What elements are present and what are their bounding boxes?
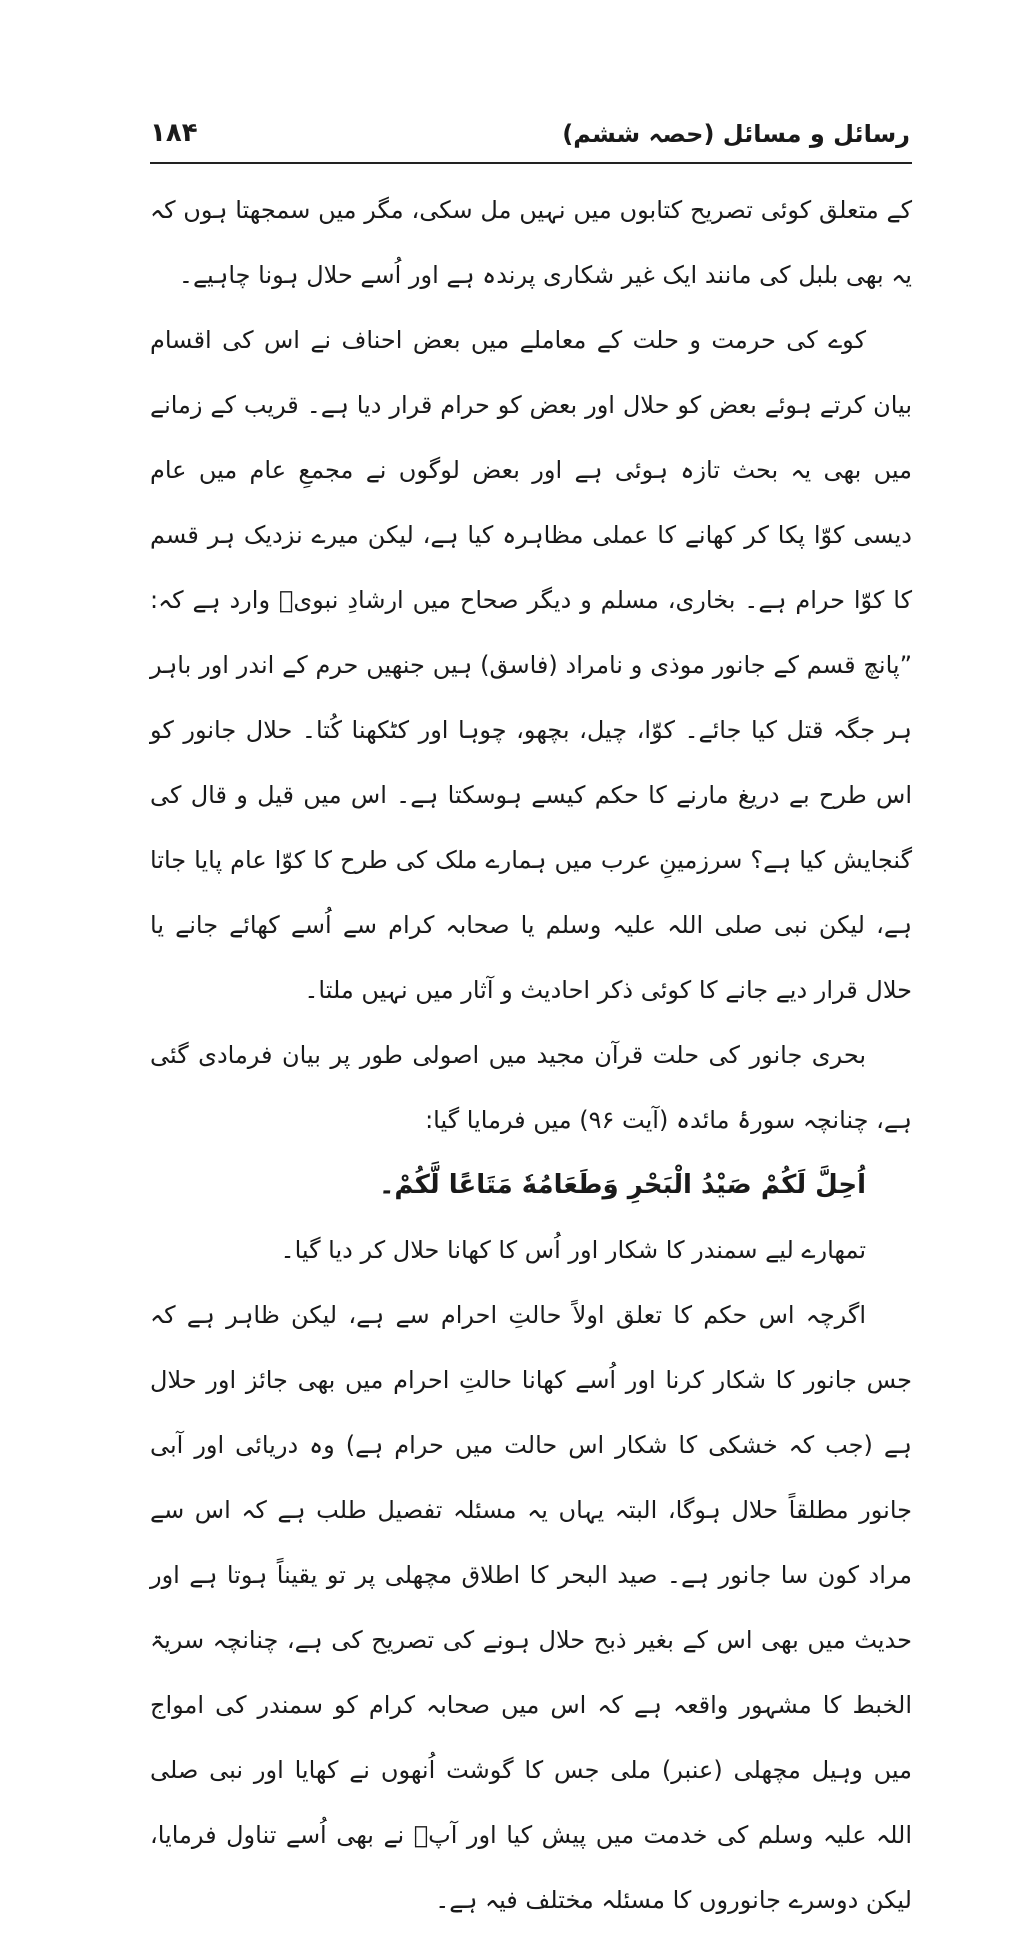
header-divider (150, 162, 912, 164)
page-number: ۱۸۴ (150, 118, 198, 148)
paragraph-3: بحری جانور کی حلت قرآن مجید میں اصولی طور پر بیان فرمادی گئی ہے، چنانچہ سورۂ مائدہ (آیت ۹۶) میں فرمایا گیا: (150, 1041, 912, 1134)
paragraph-1: کے متعلق کوئی تصریح کتابوں میں نہیں مل سکی، مگر میں سمجھتا ہوں کہ یہ بھی بلبل کی مانند ایک غیر شکاری پرندہ ہے اور اُسے حلال ہونا چاہیے۔ (150, 196, 912, 289)
quranic-verse: اُحِلَّ لَكُمْ صَيْدُ الْبَحْرِ وَطَعَامُهٗ مَتَاعًا لَّكُمْ۔ (379, 1170, 866, 1200)
paragraph-2: کوے کی حرمت و حلت کے معاملے میں بعض احناف نے اس کی اقسام بیان کرتے ہوئے بعض کو حلال اور بعض کو حرام قرار دیا ہے۔ قریب کے زمانے میں بھی یہ بحث تازہ ہوئی ہے اور بعض لوگوں نے مجمعِ عام میں عام دیسی کوّا پکا کر کھانے کا عملی مظاہرہ کیا ہے، لیکن میرے نزدیک ہر قسم کا کوّا حرام ہے۔ بخاری، مسلم و دیگر صحاح میں ارشادِ نبویؐ وارد ہے کہ: ”پانچ قسم کے جانور موذی و نامراد (فاسق) ہیں جنھیں حرم کے اندر اور باہر ہر جگہ قتل کیا جائے۔ کوّا، چیل، بچھو، چوہا اور کٹکھنا کُتا۔ حلال جانور کو اس طرح بے دریغ مارنے کا حکم کیسے ہوسکتا ہے۔ اس میں قیل و قال کی گنجایش کیا ہے؟ سرزمینِ عرب میں ہمارے ملک کی طرح کا کوّا عام پایا جاتا ہے، لیکن نبی صلی اللہ علیہ وسلم یا صحابہ کرام سے اُسے کھائے جانے یا حلال قرار دیے جانے کا کوئی ذکر احادیث و آثار میں نہیں ملتا۔ (150, 326, 912, 1004)
body-text (150, 178, 912, 1914)
book-title: رسائل و مسائل (حصہ ششم) (562, 120, 910, 148)
paragraph-4: اگرچہ اس حکم کا تعلق اولاً حالتِ احرام سے ہے، لیکن ظاہر ہے کہ جس جانور کا شکار کرنا اور اُسے کھانا حالتِ احرام میں بھی جائز اور حلال ہے (جب کہ خشکی کا شکار اس حالت میں حرام ہے) وہ دریائی اور آبی جانور مطلقاً حلال ہوگا، البتہ یہاں یہ مسئلہ تفصیل طلب ہے کہ اس سے مراد کون سا جانور ہے۔ صید البحر کا اطلاق مچھلی پر تو یقیناً ہوتا ہے اور حدیث میں بھی اس کے بغیر ذبح حلال ہونے کی تصریح کی ہے، چنانچہ سریۃ الخبط کا مشہور واقعہ ہے کہ اس میں صحابہ کرام کو سمندر کی امواج میں وہیل مچھلی (عنبر) ملی جس کا گوشت اُنھوں نے کھایا اور نبی صلی اللہ علیہ وسلم کی خدمت میں پیش کیا اور آپؐ نے بھی اُسے تناول فرمایا، لیکن دوسرے جانوروں کا مسئلہ مختلف فیہ ہے۔ (150, 1301, 912, 1914)
page-header (150, 118, 910, 158)
verse-translation: تمھارے لیے سمندر کا شکار اور اُس کا کھانا حلال کر دیا گیا۔ (280, 1236, 866, 1264)
